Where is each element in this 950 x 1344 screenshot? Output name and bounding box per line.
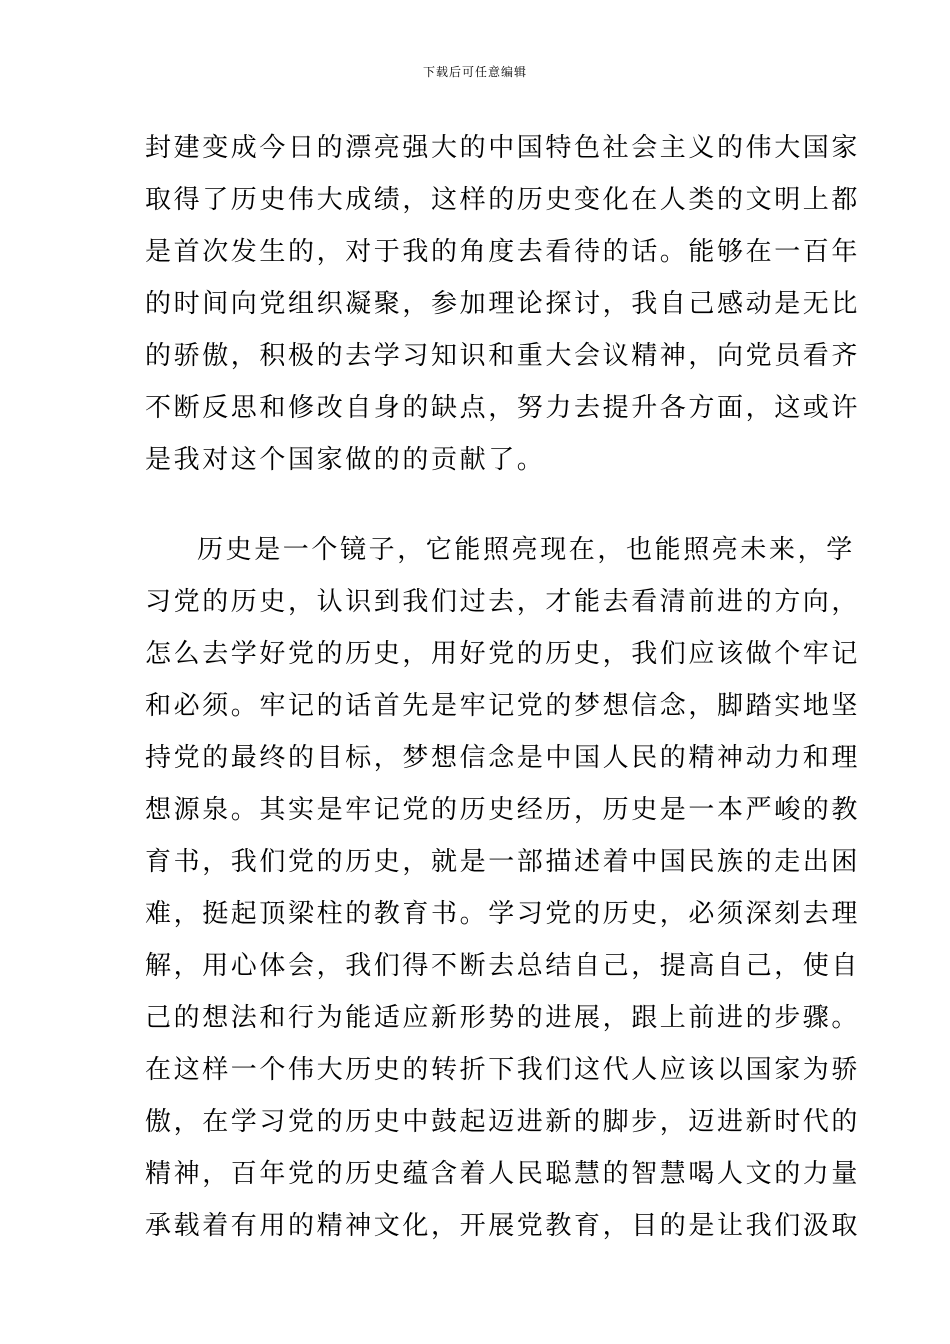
text-line: 取得了历史伟大成绩，这样的历史变化在人类的文明上都: [145, 185, 861, 215]
text-line: 是首次发生的，对于我的角度去看待的话。能够在一百年: [145, 237, 861, 267]
text-line: 解，用心体会，我们得不断去总结自己，提高自己，使自: [145, 951, 861, 981]
text-line: 育书，我们党的历史，就是一部描述着中国民族的走出困: [145, 847, 861, 877]
text-line: 精神，百年党的历史蕴含着人民聪慧的智慧喝人文的力量: [145, 1159, 861, 1189]
paragraph-2: [145, 524, 861, 1252]
text-line: 怎么去学好党的历史，用好党的历史，我们应该做个牢记: [145, 639, 861, 669]
text-line: 己的想法和行为能适应新形势的进展，跟上前进的步骤。: [145, 1003, 861, 1033]
text-line: 习党的历史，认识到我们过去，才能去看清前进的方向，: [145, 587, 861, 617]
text-line: 难，挺起顶梁柱的教育书。学习党的历史，必须深刻去理: [145, 899, 861, 929]
text-line: 不断反思和修改自身的缺点，努力去提升各方面，这或许: [145, 393, 861, 423]
text-line: 在这样一个伟大历史的转折下我们这代人应该以国家为骄: [145, 1055, 861, 1085]
text-line: 封建变成今日的漂亮强大的中国特色社会主义的伟大国家: [145, 133, 861, 163]
text-line: 是我对这个国家做的的贡献了。: [145, 445, 546, 475]
text-line: 的骄傲，积极的去学习知识和重大会议精神，向党员看齐: [145, 341, 861, 371]
text-line: 承载着有用的精神文化，开展党教育，目的是让我们汲取: [145, 1211, 861, 1241]
text-line: 持党的最终的目标，梦想信念是中国人民的精神动力和理: [145, 743, 861, 773]
text-line: 傲，在学习党的历史中鼓起迈进新的脚步，迈进新时代的: [145, 1107, 861, 1137]
page-header: 下载后可任意编辑: [422, 65, 527, 79]
text-line: 想源泉。其实是牢记党的历史经历，历史是一本严峻的教: [145, 795, 861, 825]
text-line: 的时间向党组织凝聚，参加理论探讨，我自己感动是无比: [145, 289, 861, 319]
text-line-first: 历史是一个镜子，它能照亮现在，也能照亮未来，学: [197, 535, 855, 565]
text-line: 和必须。牢记的话首先是牢记党的梦想信念，脚踏实地坚: [145, 691, 861, 721]
paragraph-1: [145, 122, 861, 486]
